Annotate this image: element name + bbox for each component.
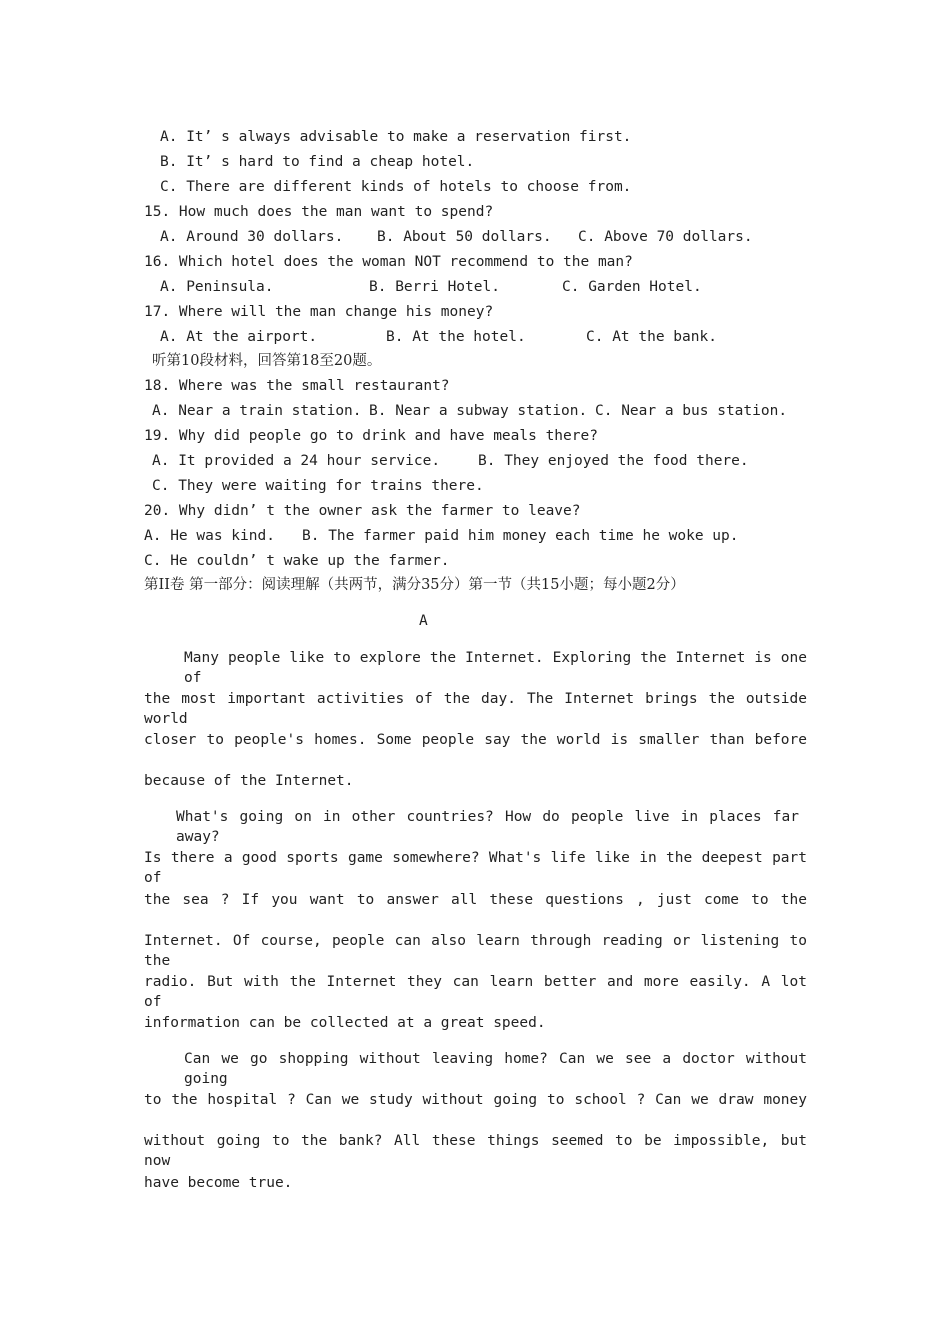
section10-instruction: 听第10段材料，回答第18至20题。: [152, 353, 382, 369]
q14-option-a: A. It’ s always advisable to make a reservation first.: [160, 129, 632, 145]
q15-stem: 15. How much does the man want to spend?: [144, 204, 494, 220]
passage-p3-line: have become true.: [144, 1175, 293, 1191]
q17-option-a: A. At the airport.: [160, 329, 318, 345]
passage-p1-line: the most important activities of the day. The Internet brings the outside world: [144, 691, 807, 727]
passage-p1-line: because of the Internet.: [144, 773, 354, 789]
passage-p2-line: What's going on in other countries? How do people live in places far away?: [176, 809, 799, 845]
passage-p1-line: closer to people's homes. Some people say the world is smaller than before: [144, 732, 807, 748]
q19-option-b: B. They enjoyed the food there.: [478, 453, 749, 469]
q14-option-b: B. It’ s hard to find a cheap hotel.: [160, 154, 475, 170]
q16-option-c: C. Garden Hotel.: [562, 279, 702, 295]
part2-heading: 第II卷 第一部分：阅读理解（共两节，满分35分）第一节（共15小题；每小题2分）: [144, 577, 685, 593]
q19-option-c: C. They were waiting for trains there.: [152, 478, 484, 494]
q15-option-a: A. Around 30 dollars.: [160, 229, 344, 245]
q16-stem: 16. Which hotel does the woman NOT recommend to the man?: [144, 254, 633, 270]
q19-option-a: A. It provided a 24 hour service.: [152, 453, 441, 469]
passage-p2-line: Is there a good sports game somewhere? What's life like in the deepest part of: [144, 850, 807, 886]
passage-p2-line: information can be collected at a great speed.: [144, 1015, 546, 1031]
q15-option-c: C. Above 70 dollars.: [578, 229, 753, 245]
passage-p2-line: the sea ? If you want to answer all these questions , just come to the: [144, 892, 807, 908]
q18-stem: 18. Where was the small restaurant?: [144, 378, 450, 394]
q18-option-c: C. Near a bus station.: [595, 403, 788, 419]
passage-p1-line: Many people like to explore the Internet. Exploring the Internet is one of: [184, 650, 807, 686]
q16-option-a: A. Peninsula.: [160, 279, 274, 295]
q18-option-a: A. Near a train station.: [152, 403, 362, 419]
q14-option-c: C. There are different kinds of hotels to choose from.: [160, 179, 632, 195]
q20-option-b: B. The farmer paid him money each time he woke up.: [302, 528, 739, 544]
passage-label: A: [419, 613, 428, 629]
passage-p3-line: Can we go shopping without leaving home? Can we see a doctor without going: [184, 1051, 807, 1087]
q16-option-b: B. Berri Hotel.: [369, 279, 500, 295]
q17-option-b: B. At the hotel.: [386, 329, 526, 345]
q18-option-b: B. Near a subway station.: [369, 403, 588, 419]
q20-stem: 20. Why didn’ t the owner ask the farmer to leave?: [144, 503, 581, 519]
q15-option-b: B. About 50 dollars.: [377, 229, 552, 245]
q20-option-c: C. He couldn’ t wake up the farmer.: [144, 553, 450, 569]
q17-stem: 17. Where will the man change his money?: [144, 304, 494, 320]
passage-p2-line: radio. But with the Internet they can learn better and more easily. A lot of: [144, 974, 807, 1010]
q20-option-a: A. He was kind.: [144, 528, 275, 544]
passage-p3-line: without going to the bank? All these things seemed to be impossible, but now: [144, 1133, 807, 1169]
passage-p3-line: to the hospital ? Can we study without going to school ? Can we draw money: [144, 1092, 807, 1108]
q17-option-c: C. At the bank.: [586, 329, 717, 345]
q19-stem: 19. Why did people go to drink and have meals there?: [144, 428, 598, 444]
passage-p2-line: Internet. Of course, people can also learn through reading or listening to the: [144, 933, 807, 969]
